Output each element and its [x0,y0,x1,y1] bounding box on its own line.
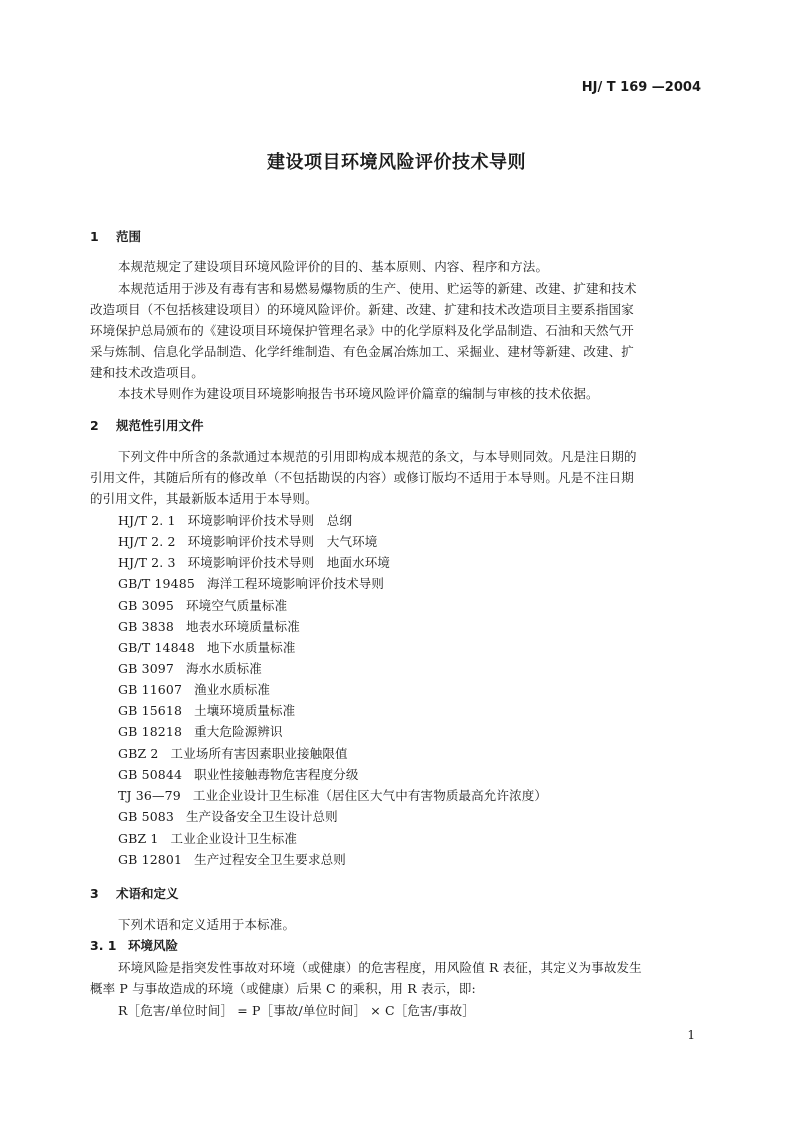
section-2-heading [90,416,204,434]
reference-item [118,829,297,847]
risk-formula: R［危害/单位时间］ = P［事故/单位时间］ × C［危害/事故］ [118,1003,475,1018]
reference-title: 工业企业设计卫生标准（居住区大气中有害物质最高允许浓度） [192,788,548,803]
reference-code: GB/T 19485 [118,576,195,591]
reference-title: 工业企业设计卫生标准 [170,831,298,846]
reference-code: GB 3838 [118,619,175,634]
subsection-3-1-heading [90,936,178,954]
reference-code: GB 12801 [118,852,183,867]
reference-code: GBZ 2 [118,746,159,761]
paragraph-line: 引用文件，其随后所有的修改单（不包括勘误的内容）或修订版均不适用于本导则。凡是不注日期 [90,470,634,485]
paragraph-line: 下列术语和定义适用于本标准。 [118,917,296,932]
reference-item [118,553,390,571]
standard-code: HJ/ T 169 —2004 [581,80,701,95]
paragraph-line: 概率 P 与事故造成的环境（或健康）后果 C 的乘积，用 R 表示，即: [90,981,476,996]
reference-item [118,744,348,762]
section-number: 1 [90,229,99,244]
subsection-title: 环境风险 [128,938,179,953]
reference-code: GB 18218 [118,724,183,739]
document-title: 建设项目环境风险评价技术导则 [267,152,526,173]
section-title: 规范性引用文件 [116,418,204,433]
reference-title: 环境影响评价技术导则 总纲 [187,513,353,528]
reference-item [118,807,338,825]
reference-item [118,786,547,804]
reference-code: TJ 36—79 [118,788,181,803]
reference-item [118,765,359,783]
reference-item [118,511,352,529]
reference-item [118,722,283,740]
reference-title: 环境空气质量标准 [186,598,288,613]
section-title: 范围 [116,229,142,244]
reference-title: 工业场所有害因素职业接触限值 [170,746,348,761]
paragraph-line: 建和技术改造项目。 [90,365,204,380]
reference-item [118,532,377,550]
reference-title: 生产过程安全卫生要求总则 [194,852,346,867]
reference-item [118,574,384,592]
reference-title: 土壤环境质量标准 [194,703,296,718]
reference-title: 职业性接触毒物危害程度分级 [194,767,359,782]
reference-code: GB 3097 [118,661,175,676]
page-number: 1 [687,1028,695,1042]
paragraph-line: 环境保护总局颁布的《建设项目环境保护管理名录》中的化学原料及化学品制造、石油和天然气开 [90,323,634,338]
paragraph-line: 本规范规定了建设项目环境风险评价的目的、基本原则、内容、程序和方法。 [118,259,549,274]
paragraph-line: 环境风险是指突发性事故对环境（或健康）的危害程度，用风险值 R 表征，其定义为事故发生 [118,960,642,975]
reference-code: HJ/T 2. 1 [118,513,176,528]
reference-title: 地下水质量标准 [206,640,296,655]
reference-item [118,617,300,635]
reference-title: 海水水质标准 [186,661,262,676]
reference-code: HJ/T 2. 3 [118,555,176,570]
reference-title: 海洋工程环境影响评价技术导则 [206,576,385,591]
paragraph-line: 本技术导则作为建设项目环境影响报告书环境风险评价篇章的编制与审核的技术依据。 [118,386,599,401]
reference-code: GB 11607 [118,682,183,697]
reference-item [118,850,346,868]
reference-item [118,638,296,656]
reference-code: GB 5083 [118,809,175,824]
reference-title: 环境影响评价技术导则 地面水环境 [187,555,391,570]
paragraph-line: 本规范适用于涉及有毒有害和易燃易爆物质的生产、使用、贮运等的新建、改建、扩建和技术 [118,281,637,296]
reference-code: GBZ 1 [118,831,159,846]
reference-code: GB 50844 [118,767,183,782]
reference-code: HJ/T 2. 2 [118,534,176,549]
reference-item [118,596,287,614]
section-title: 术语和定义 [116,886,179,901]
reference-item [118,659,262,677]
section-3-heading [90,884,179,902]
subsection-number: 3. 1 [90,938,117,953]
section-number: 3 [90,886,99,901]
reference-item [118,701,295,719]
reference-title: 重大危险源辨识 [194,724,283,739]
reference-title: 地表水环境质量标准 [186,619,300,634]
reference-title: 环境影响评价技术导则 大气环境 [187,534,378,549]
reference-code: GB 15618 [118,703,183,718]
paragraph-line: 改造项目（不包括核建设项目）的环境风险评价。新建、改建、扩建和技术改造项目主要系指国家 [90,302,634,317]
paragraph-line: 下列文件中所含的条款通过本规范的引用即构成本规范的条文，与本导则同效。凡是注日期的 [118,449,637,464]
section-number: 2 [90,418,99,433]
paragraph-line: 的引用文件，其最新版本适用于本导则。 [90,491,318,506]
reference-item [118,680,270,698]
reference-title: 渔业水质标准 [194,682,271,697]
reference-code: GB/T 14848 [118,640,195,655]
section-1-heading [90,227,141,245]
paragraph-line: 采与炼制、信息化学品制造、化学纤维制造、有色金属冶炼加工、采掘业、建材等新建、改建、扩 [90,344,634,359]
reference-code: GB 3095 [118,598,175,613]
reference-title: 生产设备安全卫生设计总则 [186,809,338,824]
